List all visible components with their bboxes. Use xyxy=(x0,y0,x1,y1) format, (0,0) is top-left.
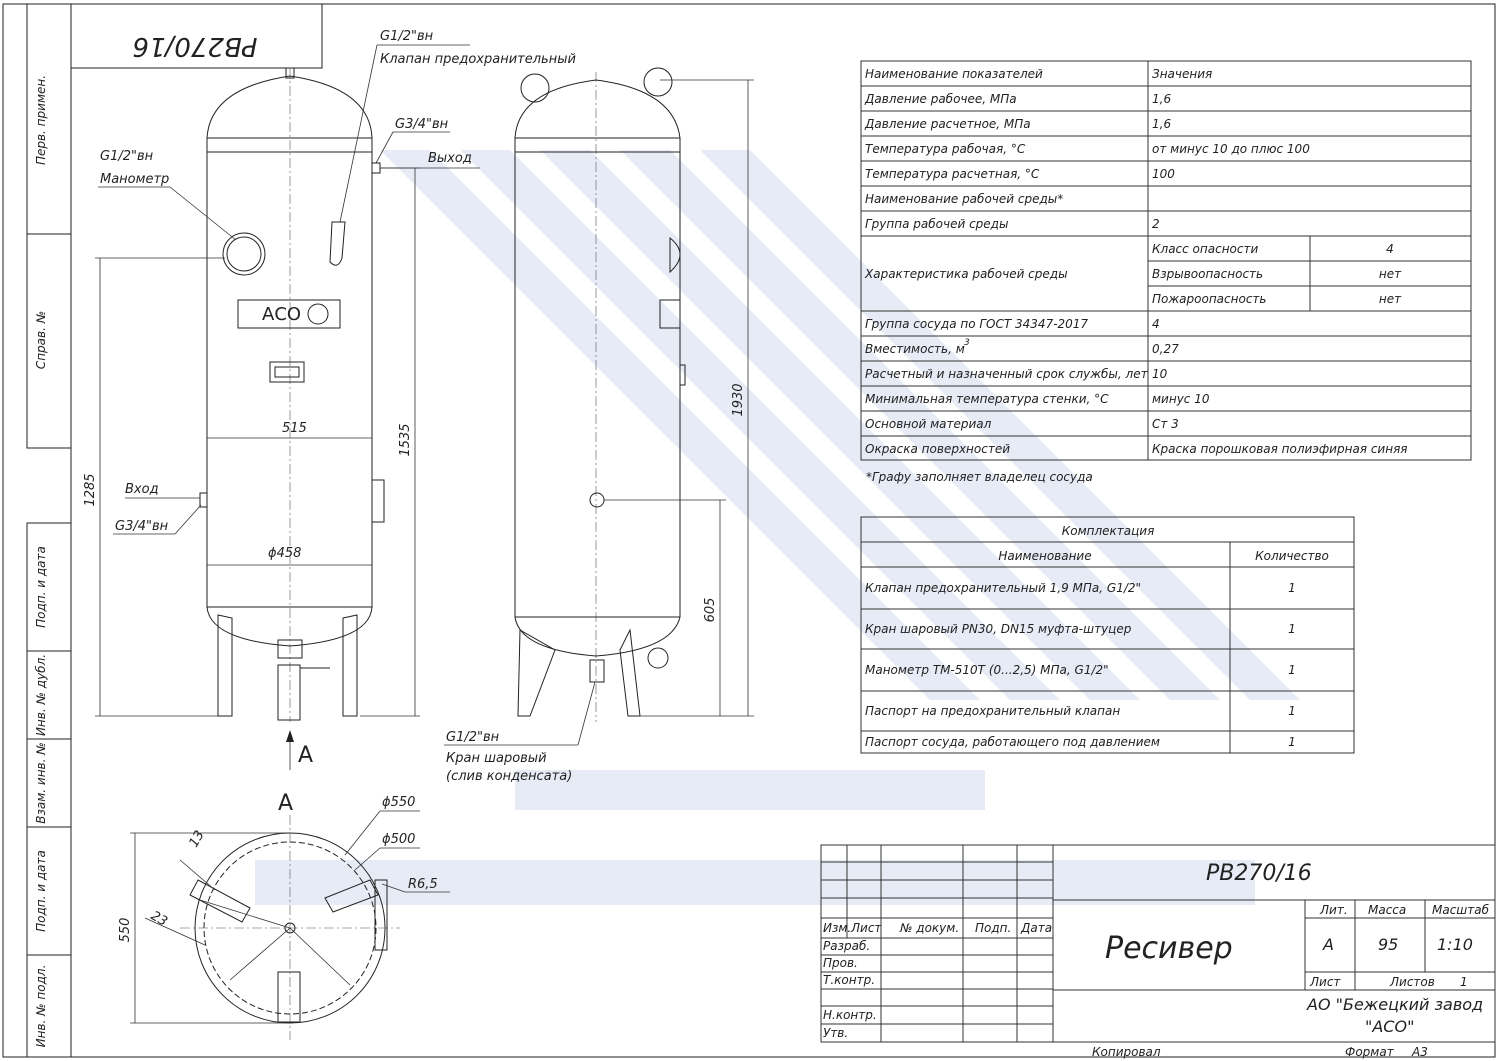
spec-row-name: Давление расчетное, МПа xyxy=(865,117,1031,131)
dim-13: 13 xyxy=(186,828,208,850)
outlet-port-label: G3/4"вн xyxy=(395,117,449,132)
kit-row-name: Кран шаровый PN30, DN15 муфта-штуцер xyxy=(865,622,1132,636)
bottom-view xyxy=(118,791,450,1040)
margin-podp-data-2: Подп. и дата xyxy=(34,850,48,932)
dim-23: 23 xyxy=(148,908,170,930)
spec-row-value: 4 xyxy=(1152,317,1160,331)
spec-row-name: Вместимость, м xyxy=(865,342,965,356)
kit-row-qty: 1 xyxy=(1288,704,1296,718)
kit-row-qty: 1 xyxy=(1288,663,1296,677)
spec-row-value: Ст 3 xyxy=(1152,417,1179,431)
kit-row-qty: 1 xyxy=(1288,622,1296,636)
spec-row-name: Основной материал xyxy=(865,417,992,431)
specs-header-value: Значения xyxy=(1152,67,1213,81)
tb-header-podp: Подп. xyxy=(975,921,1012,935)
tb-header-izm: Изм. xyxy=(823,921,852,935)
spec-row-value: 10 xyxy=(1152,367,1168,381)
dim-r65: R6,5 xyxy=(408,877,438,892)
tb-header-list: Лист xyxy=(851,921,882,935)
margin-perv-primen: Перв. примен. xyxy=(34,74,48,166)
dim-515: 515 xyxy=(282,421,307,436)
dim-605: 605 xyxy=(703,597,718,623)
kit-row-name: Манометр ТМ-510Т (0...2,5) МПа, G1/2" xyxy=(865,663,1109,677)
dim-1930: 1930 xyxy=(731,383,746,417)
medium-sub-value: нет xyxy=(1378,267,1402,281)
spec-row-value: 2 xyxy=(1152,217,1160,231)
tb-designation: РВ270/16 xyxy=(1206,861,1312,886)
tb-mass-label: Масса xyxy=(1368,903,1407,917)
tb-lit-label: Лит. xyxy=(1320,903,1348,917)
kit-row-name: Паспорт сосуда, работающего под давлением xyxy=(865,735,1160,749)
front-logo: АСО xyxy=(262,304,302,325)
tb-header-data: Дата xyxy=(1021,921,1053,935)
medium-sub-name: Взрывоопасность xyxy=(1152,267,1264,281)
spec-row-name: Наименование рабочей среды* xyxy=(865,192,1064,206)
kit-row-qty: 1 xyxy=(1288,581,1296,595)
view-arrow-a: A xyxy=(298,743,314,768)
kit-header-qty: Количество xyxy=(1255,549,1329,563)
medium-sub-name: Пожароопасность xyxy=(1152,292,1267,306)
margin-sprav-no: Справ. № xyxy=(34,310,48,370)
medium-sub-value: нет xyxy=(1378,292,1402,306)
tb-role: Разраб. xyxy=(823,939,871,953)
specs-footnote: *Графу заполняет владелец сосуда xyxy=(866,470,1093,484)
stamp-text: РВ270/16 xyxy=(132,31,258,61)
tb-mass: 95 xyxy=(1378,935,1399,954)
front-view xyxy=(83,29,576,770)
manometer-port-label: G1/2"вн xyxy=(100,149,154,164)
spec-row-name: Температура расчетная, °С xyxy=(865,167,1040,181)
margin-inv-podl: Инв. № подл. xyxy=(34,964,48,1048)
tb-role: Т.контр. xyxy=(823,973,876,987)
dim-d500: ϕ500 xyxy=(382,832,416,847)
tb-scale: 1:10 xyxy=(1437,935,1473,954)
spec-row-name: Расчетный и назначенный срок службы, лет xyxy=(865,367,1148,381)
dim-d458: ϕ458 xyxy=(268,546,302,561)
side-margin xyxy=(27,4,71,1057)
kit-row-name: Клапан предохранительный 1,9 МПа, G1/2" xyxy=(865,581,1142,595)
medium-sub-name: Класс опасности xyxy=(1152,242,1259,256)
spec-row-value: 1,6 xyxy=(1152,117,1172,131)
spec-row-value: 1,6 xyxy=(1152,92,1172,106)
dim-550: 550 xyxy=(118,917,133,943)
designation-stamp xyxy=(71,4,322,68)
tb-sheets: 1 xyxy=(1460,975,1468,989)
kit-row-qty: 1 xyxy=(1288,735,1296,749)
tb-company-2: "АСО" xyxy=(1365,1017,1415,1036)
volume-exponent: 3 xyxy=(964,338,970,348)
spec-row-value: Краска порошковая полиэфирная синяя xyxy=(1152,442,1408,456)
specs-header-name: Наименование показателей xyxy=(865,67,1043,81)
tb-company: АО "Бежецкий завод xyxy=(1307,995,1484,1014)
tb-scale-label: Масштаб xyxy=(1432,903,1490,917)
dim-1535: 1535 xyxy=(398,423,413,457)
tb-format-label: Формат xyxy=(1345,1045,1394,1059)
tb-sheets-label: Листов xyxy=(1390,975,1435,989)
spec-row-value: от минус 10 до плюс 100 xyxy=(1152,142,1310,156)
kit-title: Комплектация xyxy=(1061,524,1155,538)
tb-format: А3 xyxy=(1412,1045,1428,1059)
bottom-view-title: A xyxy=(278,791,294,816)
spec-row-name: Давление рабочее, МПа xyxy=(865,92,1017,106)
spec-row-name: Температура рабочая, °С xyxy=(865,142,1026,156)
valve-port-label: G1/2"вн xyxy=(380,29,434,44)
outlet-label: Выход xyxy=(428,151,472,166)
inlet-port-label: G3/4"вн xyxy=(115,519,169,534)
drain-port-label: G1/2"вн xyxy=(446,730,500,745)
spec-row-value: 100 xyxy=(1152,167,1175,181)
tb-sheet-label: Лист xyxy=(1310,975,1341,989)
manometer-label: Манометр xyxy=(100,172,170,187)
dim-1285: 1285 xyxy=(83,473,98,507)
margin-podp-data-1: Подп. и дата xyxy=(34,546,48,628)
kit-row-name: Паспорт на предохранительный клапан xyxy=(865,704,1121,718)
inlet-label: Вход xyxy=(125,482,159,497)
tb-lit: А xyxy=(1323,935,1334,954)
spec-row-value: 0,27 xyxy=(1152,342,1179,356)
dim-d550: ϕ550 xyxy=(382,795,416,810)
spec-row-name: Группа сосуда по ГОСТ 34347-2017 xyxy=(865,317,1089,331)
spec-row-name: Окраска поверхностей xyxy=(865,442,1010,456)
tb-role: Н.контр. xyxy=(823,1008,877,1022)
tb-role: Пров. xyxy=(823,956,858,970)
tb-role: Утв. xyxy=(823,1026,849,1040)
margin-inv-dubl: Инв. № дубл. xyxy=(34,653,48,737)
medium-sub-value: 4 xyxy=(1386,242,1394,256)
spec-row-name: Группа рабочей среды xyxy=(865,217,1009,231)
drain-note: (слив конденсата) xyxy=(446,769,573,784)
drain-label: Кран шаровый xyxy=(446,751,547,766)
valve-label: Клапан предохранительный xyxy=(380,52,576,67)
specs-table xyxy=(861,61,1471,484)
tb-name: Ресивер xyxy=(1105,931,1233,966)
kit-header-name: Наименование xyxy=(998,549,1092,563)
tb-header-doc: № докум. xyxy=(900,921,960,935)
tb-copied: Копировал xyxy=(1092,1045,1161,1059)
margin-vzam-inv: Взам. инв. № xyxy=(34,742,48,824)
spec-row-value: минус 10 xyxy=(1152,392,1210,406)
medium-label: Характеристика рабочей среды xyxy=(865,267,1068,281)
spec-row-name: Минимальная температура стенки, °С xyxy=(865,392,1109,406)
